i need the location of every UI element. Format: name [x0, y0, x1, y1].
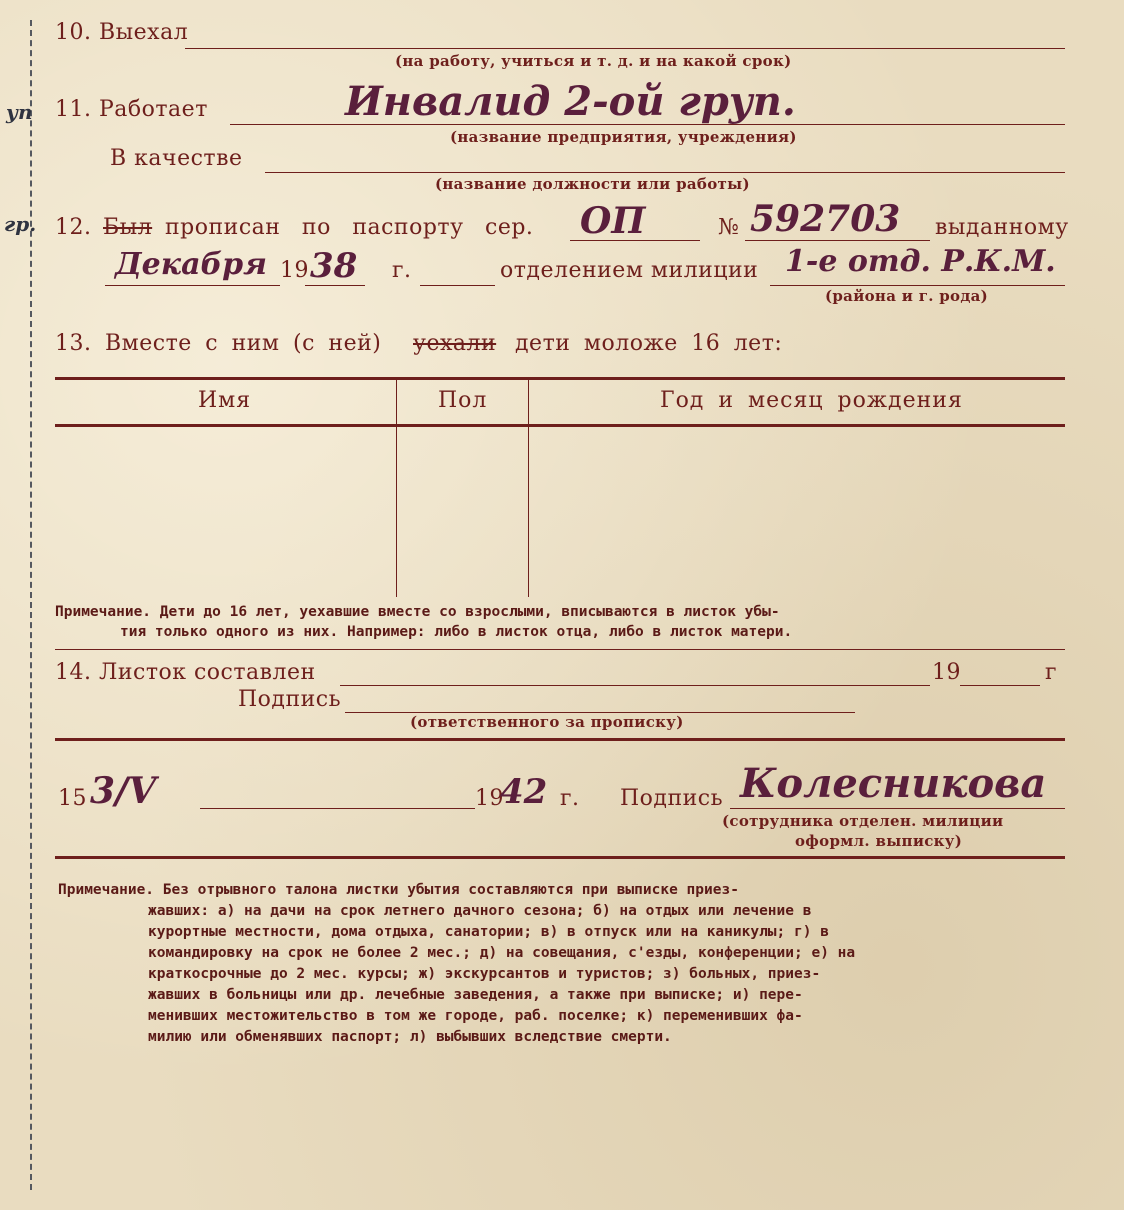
note1-line1: Примечание. Дети до 16 лет, уехавшие вместе со взрослыми, вписываются в листок убы-: [55, 604, 780, 620]
row14-line: [340, 685, 930, 686]
row11-value: Инвалид 2-ой груп.: [345, 78, 796, 125]
row15-year: 42: [500, 772, 548, 812]
note2-line-7: менивших местожительство в том же городе, раб. поселке; к) переменивших фа-: [148, 1008, 803, 1024]
row12-series: ОП: [580, 200, 646, 242]
row14-year-suffix: г: [1045, 660, 1058, 685]
row15-caption-1: (сотрудника отделен. милиции: [722, 812, 1004, 830]
row13-label-b: дети моложе 16 лет:: [515, 331, 783, 356]
table-header-border: [55, 424, 1065, 427]
row12-year-line: [305, 285, 365, 286]
note2-line-3: курортные местности, дома отдыха, санатории; в) в отпуск или на каникулы; г) в: [148, 924, 829, 940]
table-header-birth: Год и месяц рождения: [660, 388, 963, 413]
row12-dept-line: [770, 285, 1065, 286]
row12-passport-number: 592703: [750, 198, 901, 240]
note2-line-2: жавших: а) на дачи на срок летнего дачного сезона; б) на отдых или лечение в: [148, 903, 812, 919]
row15-year-prefix: 19: [475, 786, 504, 811]
row10-label: 10. Выехал: [55, 20, 189, 45]
row11-position-line: [265, 172, 1065, 173]
row11-label: 11. Работает: [55, 97, 208, 122]
row12-number: 12.: [55, 215, 92, 240]
row13-struck-word: уехали: [413, 331, 497, 356]
row13-label-a: 13. Вместе с ним (с ней): [55, 331, 382, 356]
row11-position-caption: (название должности или работы): [435, 175, 750, 193]
note2-line-1: Примечание. Без отрывного талона листки убытия составляются при выписке приез-: [58, 882, 739, 898]
row15-number: 15: [58, 786, 87, 811]
row12-month: Декабря: [115, 247, 268, 282]
row10-line: [185, 48, 1065, 49]
row15-year-suffix: г.: [560, 786, 580, 811]
note2-line-8: милию или обменявших паспорт; л) выбывших вследствие смерти.: [148, 1029, 672, 1045]
row14-year-prefix: 19: [932, 660, 961, 685]
margin-perforation: [30, 20, 32, 1190]
row12-year: 38: [310, 246, 358, 286]
row15-bottom-border: [55, 856, 1065, 859]
row12-year-suffix: г.: [392, 258, 412, 283]
row11-caption: (название предприятия, учреждения): [450, 128, 797, 146]
row12-label: прописан по паспорту сер.: [165, 215, 534, 240]
table-divider-1: [396, 377, 397, 597]
table-divider-2: [528, 377, 529, 597]
row12-dept-label: отделением милиции: [500, 258, 759, 283]
note1-line2: тия только одного из них. Например: либо в листок отца, либо в листок матери.: [120, 624, 793, 640]
row12-caption: (района и г. рода): [825, 287, 989, 305]
row12-dept-value: 1-е отд. Р.К.М.: [785, 244, 1056, 279]
row12-month-line: [105, 285, 280, 286]
note2-line-6: жавших в больницы или др. лечебные заведения, а также при выписке; и) пере-: [148, 987, 803, 1003]
row15-signature-label: Подпись: [620, 786, 724, 811]
row14-year-line: [960, 685, 1040, 686]
note2-line-5: краткосрочные до 2 мес. курсы; ж) экскурсантов и туристов; з) больных, приез-: [148, 966, 821, 982]
row15-date-line: [200, 808, 475, 809]
row15-signature: Колесникова: [740, 760, 1047, 807]
row10-caption: (на работу, учиться и т. д. и на какой срок): [395, 52, 792, 70]
row14-caption: (ответственного за прописку): [410, 713, 684, 731]
margin-note-2: гр.: [4, 212, 37, 236]
row15-signature-line: [730, 808, 1065, 809]
row12-issued-label: выданному: [935, 215, 1069, 240]
note2-line-4: командировку на срок не более 2 мес.; д) на совещания, с'езды, конференции; е) на: [148, 945, 856, 961]
margin-note-1: уп: [6, 100, 33, 124]
row14-label: 14. Листок составлен: [55, 660, 316, 685]
row12-number-line: [745, 240, 930, 241]
row12-struck-word: Был: [103, 215, 153, 240]
row12-year-prefix: 19: [280, 258, 309, 283]
row12-number-label: №: [718, 215, 740, 240]
table-header-sex: Пол: [438, 388, 488, 413]
table-header-name: Имя: [198, 388, 252, 413]
row15-caption-2: оформл. выписку): [795, 832, 963, 850]
row11-position-label: В качестве: [110, 146, 243, 171]
row15-date: 3/V: [90, 770, 157, 812]
row14-bottom-border: [55, 738, 1065, 741]
row14-signature-label: Подпись: [238, 687, 342, 712]
row12-date-line: [420, 285, 495, 286]
note1-bottom-border: [55, 649, 1065, 650]
table-top-border: [55, 377, 1065, 380]
